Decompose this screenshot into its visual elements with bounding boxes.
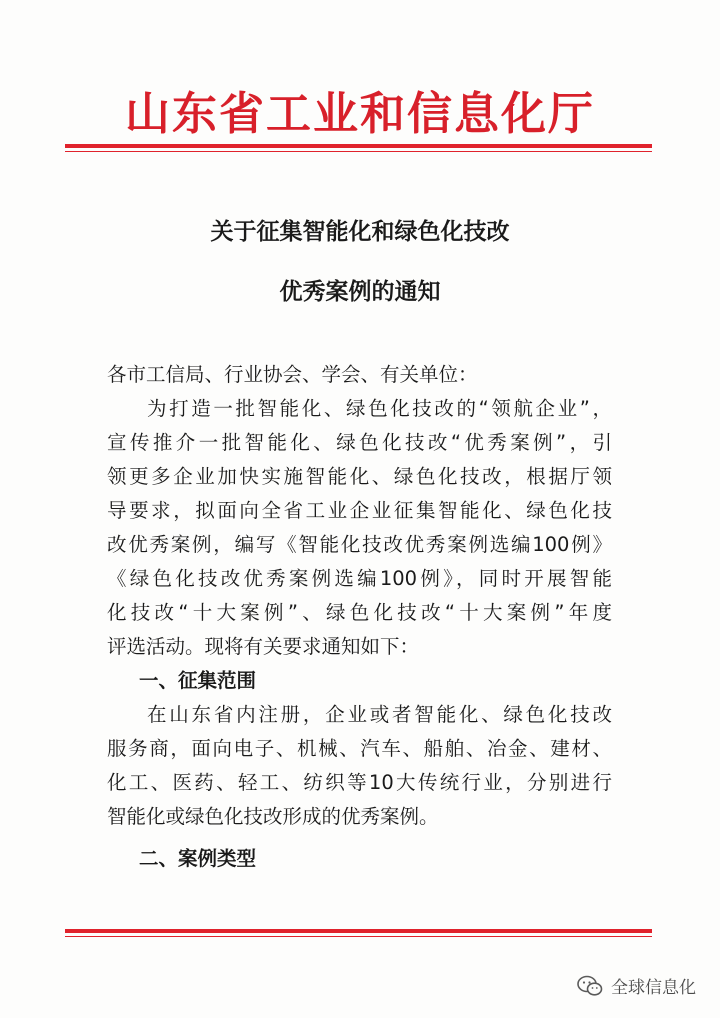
wechat-icon [577,975,603,997]
footer-red-rule [65,929,652,937]
document-body [107,358,612,876]
paragraph-line: 改优秀案例，编写《智能化技改优秀案例选编100例》 [107,533,612,556]
paragraph-line: 评选活动。现将有关要求通知如下： [107,635,420,658]
source-watermark [577,973,696,998]
section-heading-scope: 一、征集范围 [139,669,257,692]
paragraph-line: 在山东省内注册，企业或者智能化、绿色化技改 [147,703,612,726]
paragraph-line: 为打造一批智能化、绿色化技改的“领航企业”， [147,397,612,420]
watermark-text: 全球信息化 [611,978,696,998]
paragraph-line: 《绿色化技改优秀案例选编100例》，同时开展智能 [107,567,612,590]
paragraph-line: 智能化或绿色化技改形成的优秀案例。 [107,805,439,828]
header-red-rule [65,144,652,152]
document-title-line-2: 优秀案例的通知 [279,278,441,305]
paragraph-line: 化工、医药、轻工、纺织等10大传统行业，分别进行 [107,771,612,794]
paragraph-1 [107,392,612,664]
paragraph-line: 导要求，拟面向全省工业企业征集智能化、绿色化技 [107,499,612,522]
paragraph-line: 化技改“十大案例”、绿色化技改“十大案例”年度 [107,601,612,624]
section-heading-case-types: 二、案例类型 [139,847,257,870]
paragraph-line: 宣传推介一批智能化、绿色化技改“优秀案例”，引 [107,431,612,454]
document-title-line-1: 关于征集智能化和绿色化技改 [210,218,510,245]
salutation: 各市工信局、行业协会、学会、有关单位： [107,363,478,386]
paragraph-2 [107,698,612,834]
paragraph-line: 领更多企业加快实施智能化、绿色化技改，根据厅领 [107,465,612,488]
paragraph-line: 服务商，面向电子、机械、汽车、船舶、冶金、建材、 [107,737,612,760]
agency-header: 山东省工业和信息化厅 [124,87,595,140]
